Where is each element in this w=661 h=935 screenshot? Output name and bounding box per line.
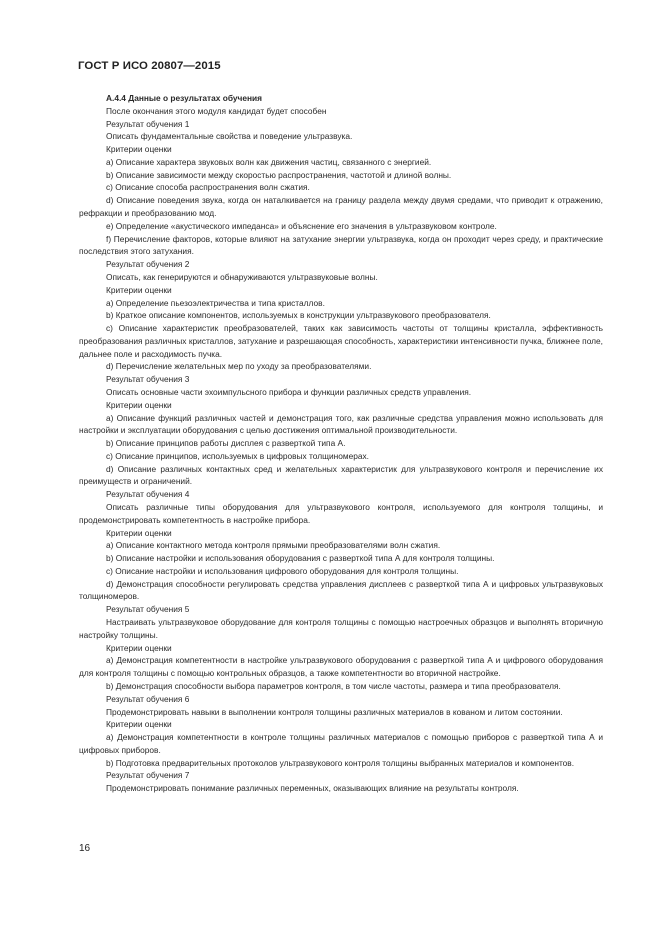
paragraph: e) Определение «акустического импеданса» и объяснение его значения в ультразвуковом контроле. (106, 220, 497, 231)
paragraph-list (79, 105, 603, 795)
paragraph: Описать различные типы оборудования для ультразвукового контроля, используемого для контроля толщины, и продемонстрировать компетентность в настройке прибора. (79, 502, 603, 525)
section-heading: А.4.4 Данные о результатах обучения (106, 93, 263, 103)
paragraph: Критерии оценки (106, 527, 172, 538)
document-header: ГОСТ Р ИСО 20807—2015 (78, 60, 221, 72)
paragraph: Результат обучения 6 (106, 693, 190, 704)
paragraph: a) Описание характера звуковых волн как движения частиц, связанного с энергией. (106, 156, 432, 167)
paragraph: a) Демонстрация компетентности в контроле толщины различных материалов с помощью приборов с разверткой типа А и цифровых приборов. (79, 732, 603, 755)
paragraph: d) Демонстрация способности регулировать средства управления дисплеев с разверткой типа А и цифровых ультразвуковых толщиномеров. (79, 578, 603, 602)
paragraph: Продемонстрировать навыки в выполнении контроля толщины различных материалов в кованом и литом состоянии. (106, 706, 563, 717)
paragraph: Результат обучения 1 (106, 118, 190, 129)
paragraph: Результат обучения 2 (106, 259, 190, 270)
paragraph: f) Перечисление факторов, которые влияют на затухание энергии ультразвука, когда он проходит через среду, и практические последствия этого затухания. (79, 233, 603, 257)
paragraph: Результат обучения 5 (106, 604, 190, 615)
paragraph: Продемонстрировать понимание различных переменных, оказывающих влияние на результаты контроля. (106, 783, 519, 794)
paragraph: c) Описание характеристик преобразователей, таких как зависимость частоты от толщины кристалла, эффективность преобразования различных кристаллов, затухание и разрешающая способность, характеристики интенсивности пучка, ближнее поле, дальнее поле и расходимость пучка. (79, 323, 603, 359)
paragraph: b) Описание зависимости между скоростью распространения, частотой и длиной волны. (106, 169, 452, 180)
paragraph: c) Описание способа распространения волн сжатия. (106, 182, 310, 193)
page-number: 16 (79, 843, 91, 854)
paragraph: Результат обучения 7 (106, 770, 190, 781)
paragraph: b) Подготовка предварительных протоколов ультразвукового контроля толщины выбранных материалов и компонентов. (106, 757, 575, 768)
paragraph: b) Описание принципов работы дисплея с разверткой типа А. (106, 438, 346, 449)
paragraph: a) Описание функций различных частей и демонстрация того, как различные средства управления можно использовать для настройки и эксплуатации оборудования с целью достижения оптимальной производительности. (79, 412, 603, 436)
paragraph: a) Определение пьезоэлектричества и типа кристаллов. (106, 297, 325, 308)
paragraph: Описать основные части эхоимпульсного прибора и функции различных средств управления. (106, 386, 472, 397)
paragraph: c) Описание принципов, используемых в цифровых толщиномерах. (106, 450, 369, 461)
paragraph: d) Описание различных контактных сред и желательных характеристик для ультразвукового контроля и перечисление их преимуществ и ограничений. (79, 463, 603, 487)
paragraph: Результат обучения 4 (106, 489, 190, 500)
paragraph: Описать, как генерируются и обнаруживаются ультразвуковые волны. (106, 271, 378, 282)
paragraph: Результат обучения 3 (106, 374, 190, 385)
paragraph: a) Демонстрация компетентности в настройке ультразвукового оборудования с разверткой типа А и цифрового оборудования для контроля толщины с помощью контрольных образцов, а также компетентности во вторичной настройке. (79, 655, 603, 679)
paragraph: a) Описание контактного метода контроля прямыми преобразователями волн сжатия. (106, 540, 441, 551)
paragraph: d) Перечисление желательных мер по уходу за преобразователями. (106, 361, 372, 372)
paragraph: b) Описание настройки и использования оборудования с разверткой типа А для контроля толщины. (106, 553, 495, 564)
paragraph: b) Краткое описание компонентов, используемых в конструкции ультразвукового преобразователя. (106, 310, 491, 321)
paragraph: Критерии оценки (106, 284, 172, 295)
document-body (79, 92, 603, 795)
paragraph: Критерии оценки (106, 399, 172, 410)
paragraph: d) Описание поведения звука, когда он наталкивается на границу раздела между двумя средами, что приводит к отражению, рефракции и преобразованию мод. (79, 195, 603, 219)
paragraph: Критерии оценки (106, 719, 172, 730)
paragraph: Критерии оценки (106, 144, 172, 155)
paragraph: Описать фундаментальные свойства и поведение ультразвука. (106, 131, 353, 142)
paragraph: c) Описание настройки и использования цифрового оборудования для контроля толщины. (106, 565, 459, 576)
paragraph: Настраивать ультразвуковое оборудование для контроля толщины с помощью настроечных образцов и выполнять вторичную настройку толщины. (79, 617, 603, 640)
paragraph: После окончания этого модуля кандидат будет способен (106, 105, 327, 116)
paragraph: Критерии оценки (106, 642, 172, 653)
paragraph: b) Демонстрация способности выбора параметров контроля, в том числе частоты, размера и типа преобразователя. (106, 680, 561, 691)
